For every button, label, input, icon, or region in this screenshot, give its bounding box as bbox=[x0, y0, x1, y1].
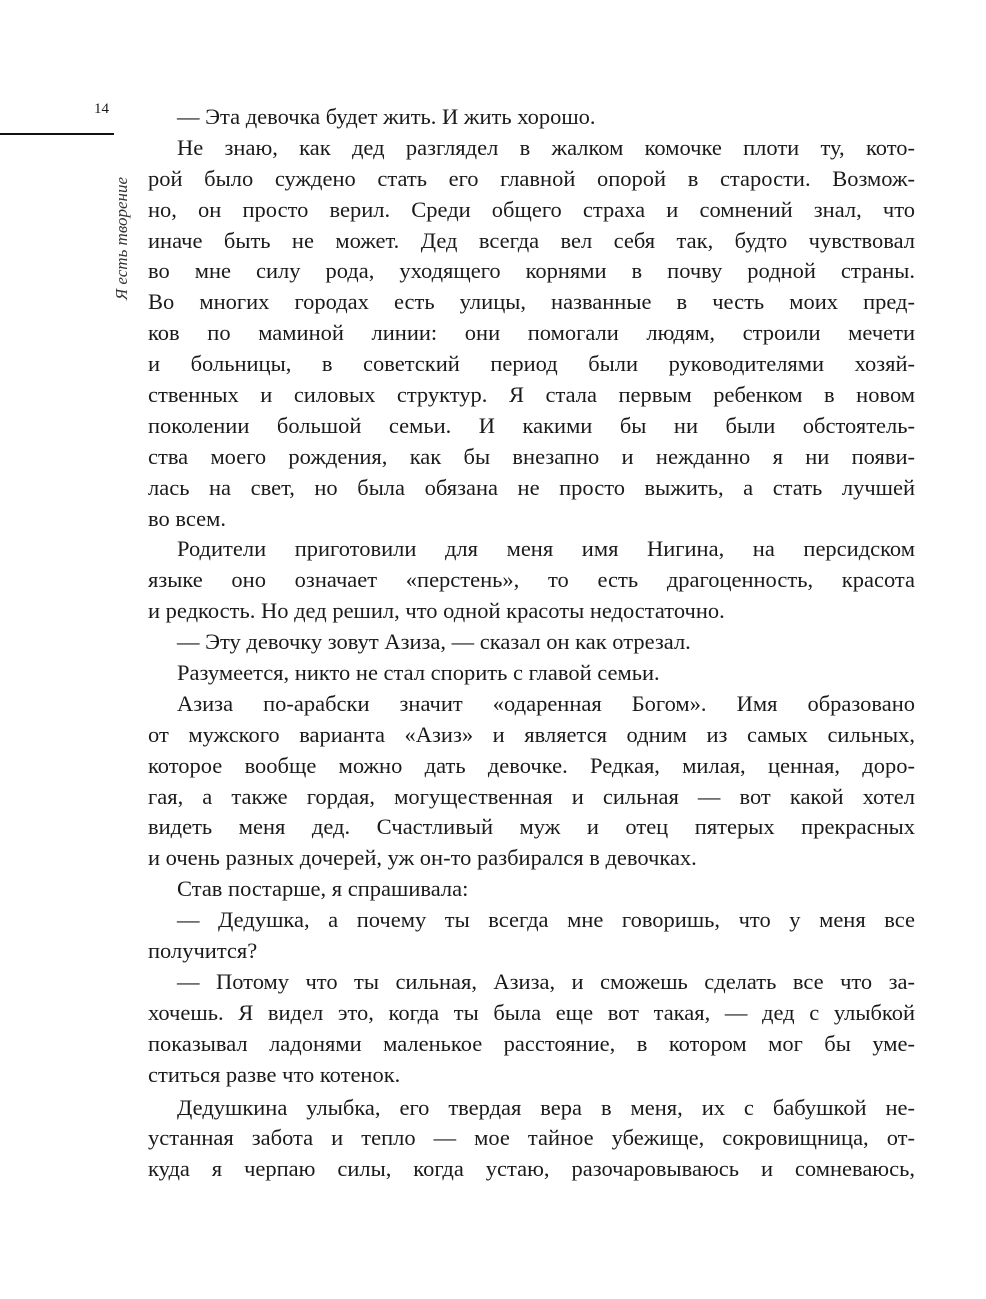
text-line: и очень разных дочерей, уж он-то разбирался в девочках. bbox=[148, 845, 697, 871]
text-line: от мужского варианта «Азиз» и является одним из самых сильных, bbox=[148, 721, 915, 747]
text-line: Дедушкина улыбка, его твердая вера в меня, их с бабушкой не- bbox=[177, 1094, 915, 1120]
text-line: ков по маминой линии: они помогали людям, строили мечети bbox=[148, 320, 915, 346]
text-line: показывал ладонями маленькое расстояние, в котором мог бы уме- bbox=[148, 1030, 915, 1056]
text-line: — Дедушка, а почему ты всегда мне говоришь, что у меня все bbox=[177, 907, 915, 933]
header-rule bbox=[0, 133, 114, 135]
text-line: ственных и силовых структур. Я стала первым ребенком в новом bbox=[148, 382, 915, 408]
text-line: гая, а также гордая, могущественная и сильная — вот какой хотел bbox=[148, 783, 915, 809]
text-line: Не знаю, как дед разглядел в жалком комочке плоти ту, кото- bbox=[177, 134, 915, 160]
page-number: 14 bbox=[94, 101, 109, 117]
text-line: поколении большой семьи. И какими бы ни были обстоятель- bbox=[148, 412, 915, 438]
text-line: получится? bbox=[148, 938, 258, 964]
text-line: и больницы, в советский период были руководителями хозяй- bbox=[148, 351, 915, 377]
text-line: иначе быть не может. Дед всегда вел себя так, будто чувствовал bbox=[148, 227, 915, 253]
text-line: ства моего рождения, как бы внезапно и нежданно я ни появи- bbox=[148, 443, 915, 469]
text-line: которое вообще можно дать девочке. Редкая, милая, ценная, доро- bbox=[148, 752, 915, 778]
running-head: Я есть творение bbox=[112, 176, 131, 300]
text-line: лась на свет, но была обязана не просто выжить, а стать лучшей bbox=[148, 474, 915, 500]
text-line: куда я черпаю силы, когда устаю, разочаровываюсь и сомневаюсь, bbox=[148, 1156, 915, 1182]
text-line: языке оно означает «перстень», то есть драгоценность, красота bbox=[148, 567, 915, 593]
text-line: ститься разве что котенок. bbox=[148, 1061, 401, 1087]
text-line: хочешь. Я видел это, когда ты была еще вот такая, — дед с улыбкой bbox=[148, 999, 915, 1025]
text-line: Во многих городах есть улицы, названные в честь моих пред- bbox=[148, 289, 915, 315]
text-line: устанная забота и тепло — мое тайное убежище, сокровищница, от- bbox=[148, 1125, 915, 1151]
text-line: — Эту девочку зовут Азиза, — сказал он как отрезал. bbox=[177, 629, 691, 655]
text-line: Разумеется, никто не стал спорить с главой семьи. bbox=[177, 660, 660, 686]
text-line: но, он просто верил. Среди общего страха и сомнений знал, что bbox=[148, 196, 915, 222]
text-line: во мне силу рода, уходящего корнями в почву родной страны. bbox=[148, 258, 915, 284]
text-line: Став постарше, я спрашивала: bbox=[177, 876, 469, 902]
text-line: Родители приготовили для меня имя Нигина, на персидском bbox=[177, 536, 915, 562]
text-line: рой было суждено стать его главной опорой в старости. Возмож- bbox=[148, 165, 915, 191]
text-line: — Потому что ты сильная, Азиза, и сможешь сделать все что за- bbox=[177, 968, 915, 994]
text-line: — Эта девочка будет жить. И жить хорошо. bbox=[177, 104, 596, 129]
body-text bbox=[148, 102, 915, 1185]
text-line: и редкость. Но дед решил, что одной красоты недостаточно. bbox=[148, 598, 725, 624]
text-line: видеть меня дед. Счастливый муж и отец пятерых прекрасных bbox=[148, 814, 915, 840]
text-line: Азиза по-арабски значит «одаренная Богом». Имя образовано bbox=[177, 690, 915, 716]
text-line: во всем. bbox=[148, 505, 226, 531]
